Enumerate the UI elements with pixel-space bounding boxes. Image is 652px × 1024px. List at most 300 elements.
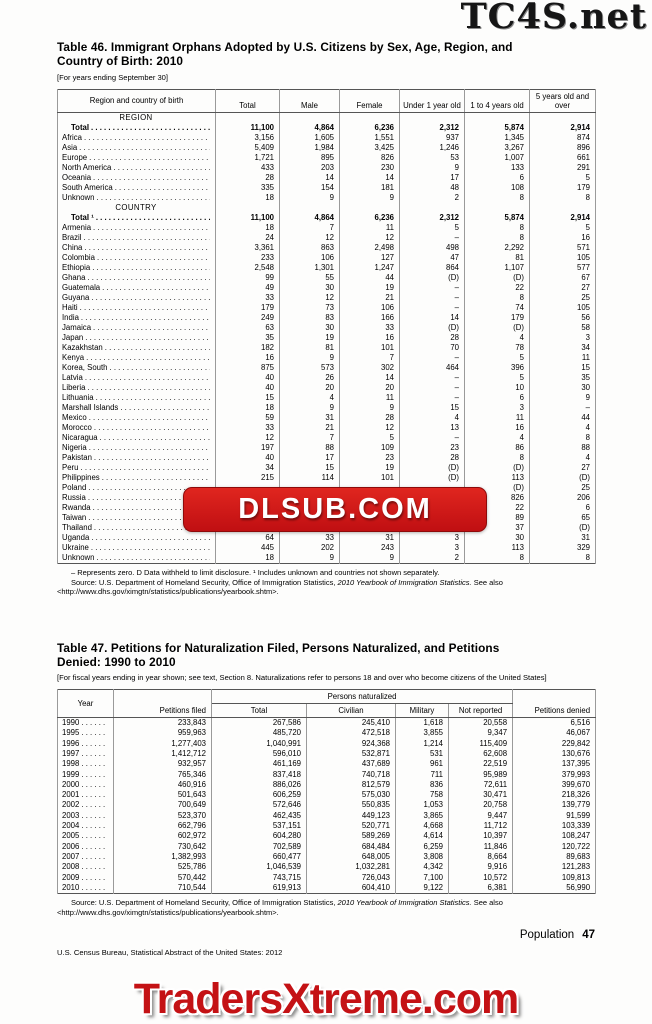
cell-value: 4	[465, 433, 530, 443]
cell-value: 55	[280, 273, 340, 283]
cell-value: 5	[530, 173, 596, 183]
row-year: 2005 . . .	[58, 831, 114, 841]
cell-value: 8	[465, 453, 530, 463]
cell-value: 83	[280, 313, 340, 323]
cell-value: 602,972	[114, 831, 212, 841]
cell-value: 8,664	[449, 852, 513, 862]
row-year: 1990 . . .	[58, 718, 114, 729]
cell-value: 114	[280, 473, 340, 483]
row-year: 2001 . . .	[58, 790, 114, 800]
dot-leader	[91, 533, 210, 543]
cell-value: 88	[530, 443, 596, 453]
cell-value: 81	[280, 343, 340, 353]
dot-leader	[81, 811, 108, 821]
cell-value: 4,614	[396, 831, 449, 841]
dot-leader	[113, 163, 210, 173]
row-label: Taiwan . . .	[58, 513, 216, 523]
cell-value: 58	[530, 323, 596, 333]
dot-leader	[96, 213, 210, 223]
cell-value: 291	[530, 163, 596, 173]
row-label: Asia . . .	[58, 143, 216, 153]
cell-value: 27	[530, 463, 596, 473]
dot-leader	[91, 543, 210, 553]
tc4s-watermark: TC4S.net	[460, 0, 647, 37]
dot-leader	[84, 243, 210, 253]
cell-value: 101	[340, 473, 400, 483]
cell-value: 14	[340, 173, 400, 183]
cell-value: 9	[530, 393, 596, 403]
cell-value: 525,786	[114, 862, 212, 872]
table-row	[58, 403, 596, 413]
row-label: India . . .	[58, 313, 216, 323]
cell-value: 743,715	[212, 873, 307, 883]
cell-value: 11	[465, 413, 530, 423]
dot-leader	[102, 283, 210, 293]
cell-value: 64	[216, 533, 280, 543]
table-row	[58, 353, 596, 363]
table-row	[58, 303, 596, 313]
cell-value: 604,410	[307, 883, 396, 894]
table-row	[58, 453, 596, 463]
cell-value: 5	[465, 353, 530, 363]
cell-value: 56	[530, 313, 596, 323]
cell-value: 109	[340, 443, 400, 453]
dot-leader	[96, 393, 210, 403]
cell-value: 445	[216, 543, 280, 553]
cell-value: 4,668	[396, 821, 449, 831]
cell-value: 27	[530, 283, 596, 293]
cell-value: 4	[530, 423, 596, 433]
cell-value: (D)	[465, 463, 530, 473]
row-label: North America . . .	[58, 163, 216, 173]
cell-value: –	[400, 353, 465, 363]
cell-value: 20,558	[449, 718, 513, 729]
cell-value: 197	[216, 443, 280, 453]
row-label: Guyana . . .	[58, 293, 216, 303]
cell-value: 89	[465, 513, 530, 523]
cell-value: 826	[340, 153, 400, 163]
row-label: South America . . .	[58, 183, 216, 193]
dot-leader	[81, 862, 108, 872]
cell-value: 40	[216, 453, 280, 463]
cell-value: 109,813	[513, 873, 596, 883]
table-row	[58, 123, 596, 133]
table-row	[58, 263, 596, 273]
cell-value: –	[400, 373, 465, 383]
cell-value: 16	[340, 333, 400, 343]
table-row	[58, 293, 596, 303]
dot-leader	[102, 473, 210, 483]
cell-value: 33	[216, 423, 280, 433]
table47-header-row-1	[58, 689, 596, 703]
table46-stub-header: Region and country of birth	[58, 89, 216, 112]
row-year: 2009 . . .	[58, 873, 114, 883]
cell-value: 28	[216, 173, 280, 183]
cell-value: 836	[396, 780, 449, 790]
cell-value: (D)	[465, 483, 530, 493]
row-label: Mexico . . .	[58, 413, 216, 423]
cell-value: 179	[530, 183, 596, 193]
cell-value: 33	[280, 533, 340, 543]
cell-value: –	[400, 233, 465, 243]
table-row	[58, 433, 596, 443]
dot-leader	[94, 453, 210, 463]
cell-value: 18	[216, 223, 280, 233]
cell-value: 16	[465, 423, 530, 433]
cell-value: 523,370	[114, 811, 212, 821]
tradersxtreme-watermark: TradersXtreme.com	[133, 975, 519, 1023]
cell-value: 108,247	[513, 831, 596, 841]
table-row	[58, 243, 596, 253]
cell-value: 22,519	[449, 759, 513, 769]
row-label: Guatemala . . .	[58, 283, 216, 293]
table-row	[58, 443, 596, 453]
cell-value: 101	[340, 343, 400, 353]
cell-value: 11	[340, 393, 400, 403]
cell-value: 932,957	[114, 759, 212, 769]
table-row	[58, 842, 596, 852]
table47-source: Source: U.S. Department of Homeland Security, Office of Immigration Statistics, 2010 Yearbook of Immigration Statistics. See also <http://www.dhs.gov/ximgtn/statistics/publications/yearbook.shtm>.	[57, 898, 503, 917]
cell-value: 462,435	[212, 811, 307, 821]
cell-value: 573	[280, 363, 340, 373]
dot-leader	[87, 273, 210, 283]
cell-value: 95,989	[449, 770, 513, 780]
table-row	[58, 739, 596, 749]
table47-col-military: Military	[396, 703, 449, 717]
cell-value: 11,100	[216, 213, 280, 223]
cell-value: 28	[400, 333, 465, 343]
cell-value: 1,040,991	[212, 739, 307, 749]
cell-value: 28	[400, 453, 465, 463]
dot-leader	[93, 323, 210, 333]
cell-value: 12	[340, 423, 400, 433]
cell-value: 46,067	[513, 728, 596, 738]
cell-value: 31	[530, 533, 596, 543]
cell-value: 105	[530, 253, 596, 263]
row-year: 1998 . . .	[58, 759, 114, 769]
cell-value: 1,412,712	[114, 749, 212, 759]
table46-title: Table 46. Immigrant Orphans Adopted by U.S. Citizens by Sex, Age, Region, and Country of Birth: 2010	[57, 40, 513, 68]
cell-value: 577	[530, 263, 596, 273]
cell-value: 464	[400, 363, 465, 373]
table-row	[58, 463, 596, 473]
cell-value: (D)	[465, 273, 530, 283]
cell-value: 70	[400, 343, 465, 353]
table-row	[58, 363, 596, 373]
dot-leader	[80, 303, 210, 313]
row-label: Ghana . . .	[58, 273, 216, 283]
cell-value: 1,721	[216, 153, 280, 163]
table47-title: Table 47. Petitions for Naturalization Filed, Persons Naturalized, and Petitions Denied: 1990 to 2010	[57, 641, 500, 670]
cell-value: 571	[530, 243, 596, 253]
table46-col-female: Female	[340, 89, 400, 112]
cell-value: 19	[340, 463, 400, 473]
cell-value: 9	[280, 193, 340, 203]
cell-value: 2,914	[530, 213, 596, 223]
cell-value: 15	[530, 363, 596, 373]
dot-leader	[80, 463, 210, 473]
dot-leader	[81, 831, 108, 841]
row-year: 2008 . . .	[58, 862, 114, 872]
cell-value: 6,236	[340, 123, 400, 133]
table-row	[58, 323, 596, 333]
cell-value: 72,611	[449, 780, 513, 790]
cell-value: 7	[280, 433, 340, 443]
table46-footnote: – Represents zero. D Data withheld to limit disclosure. ¹ Includes unknown and countries not shown separately.	[71, 568, 440, 577]
cell-value: 218,326	[513, 790, 596, 800]
cell-value: 35	[216, 333, 280, 343]
cell-value: 5	[340, 433, 400, 443]
row-label: Jamaica . . .	[58, 323, 216, 333]
row-label: Brazil . . .	[58, 233, 216, 243]
cell-value: 302	[340, 363, 400, 373]
cell-value: 5	[400, 223, 465, 233]
table-row	[58, 873, 596, 883]
cell-value: 702,589	[212, 842, 307, 852]
dot-leader	[91, 123, 210, 133]
table46-col-total: Total	[216, 89, 280, 112]
dot-leader	[81, 883, 108, 893]
table46-source: Source: U.S. Department of Homeland Security, Office of Immigration Statistics, 2010 Yearbook of Immigration Statistics. See also <http://www.dhs.gov/ximgtn/statistics/publications/yearbook.shtm>.	[57, 577, 503, 597]
dot-leader	[92, 263, 210, 273]
cell-value: 437,689	[307, 759, 396, 769]
cell-value: –	[400, 383, 465, 393]
row-label: Unknown . . .	[58, 553, 216, 564]
cell-value: 5	[530, 223, 596, 233]
table-row	[58, 253, 596, 263]
cell-value: 179	[465, 313, 530, 323]
cell-value: 25	[530, 293, 596, 303]
table-row	[58, 333, 596, 343]
table-row	[58, 283, 596, 293]
cell-value: 14	[340, 373, 400, 383]
cell-value: 396	[465, 363, 530, 373]
cell-value: 6,259	[396, 842, 449, 852]
cell-value: 37	[465, 523, 530, 533]
table-row	[58, 413, 596, 423]
cell-value: 335	[216, 183, 280, 193]
cell-value: 3	[400, 533, 465, 543]
cell-value: 18	[216, 553, 280, 564]
cell-value: 589,269	[307, 831, 396, 841]
cell-value: 740,718	[307, 770, 396, 780]
cell-value: 203	[280, 163, 340, 173]
row-label: Haiti . . .	[58, 303, 216, 313]
cell-value: 15	[280, 463, 340, 473]
cell-value: 3	[400, 543, 465, 553]
table47-col-total: Total	[212, 703, 307, 717]
cell-value: 53	[400, 153, 465, 163]
table47-bracket-note: [For fiscal years ending in year shown; see text, Section 8. Naturalizations refer to persons 18 and over who become citizens of the United States]	[57, 673, 547, 683]
cell-value: 648,005	[307, 852, 396, 862]
table-row	[58, 553, 596, 564]
cell-value: 4	[530, 453, 596, 463]
table-row	[58, 533, 596, 543]
table-row	[58, 800, 596, 810]
cell-value: 12	[216, 433, 280, 443]
table-row	[58, 759, 596, 769]
cell-value: 485,720	[212, 728, 307, 738]
cell-value: 11,100	[216, 123, 280, 133]
table-row	[58, 213, 596, 223]
cell-value: 886,026	[212, 780, 307, 790]
cell-value: 684,484	[307, 842, 396, 852]
cell-value: 105	[530, 303, 596, 313]
cell-value: 1,301	[280, 263, 340, 273]
table-row	[58, 821, 596, 831]
cell-value: 2	[400, 193, 465, 203]
dot-leader	[84, 133, 210, 143]
cell-value: 863	[280, 243, 340, 253]
cell-value: 379,993	[513, 770, 596, 780]
cell-value: 575,030	[307, 790, 396, 800]
row-year: 1995 . . .	[58, 728, 114, 738]
cell-value: 40	[216, 373, 280, 383]
cell-value: 875	[216, 363, 280, 373]
cell-value: 3,425	[340, 143, 400, 153]
cell-value: 711	[396, 770, 449, 780]
cell-value: 3,865	[396, 811, 449, 821]
table46-header-row	[58, 89, 596, 112]
cell-value: 765,346	[114, 770, 212, 780]
cell-value: 113	[465, 543, 530, 553]
row-label: China . . .	[58, 243, 216, 253]
row-label: Poland . . .	[58, 483, 216, 493]
cell-value: 730,642	[114, 842, 212, 852]
cell-value: 399,670	[513, 780, 596, 790]
dot-leader	[85, 333, 210, 343]
cell-value: 2,914	[530, 123, 596, 133]
cell-value: 2,312	[400, 123, 465, 133]
cell-value: 472,518	[307, 728, 396, 738]
cell-value: 86	[465, 443, 530, 453]
cell-value: 661	[530, 153, 596, 163]
dot-leader	[81, 800, 108, 810]
cell-value: 433	[216, 163, 280, 173]
table-row	[58, 143, 596, 153]
cell-value: 460,916	[114, 780, 212, 790]
cell-value: 154	[280, 183, 340, 193]
cell-value: 662,796	[114, 821, 212, 831]
cell-value: 22	[465, 283, 530, 293]
cell-value: 10,572	[449, 873, 513, 883]
dot-leader	[94, 423, 210, 433]
cell-value: 8	[465, 193, 530, 203]
cell-value: 115,409	[449, 739, 513, 749]
cell-value: 11,712	[449, 821, 513, 831]
section-header: REGION	[58, 113, 216, 124]
cell-value: 18	[216, 403, 280, 413]
cell-value: 4,342	[396, 862, 449, 872]
cell-value: 12	[280, 293, 340, 303]
cell-value: 14	[280, 173, 340, 183]
cell-value: –	[400, 283, 465, 293]
cell-value: 120,722	[513, 842, 596, 852]
table-row	[58, 273, 596, 283]
row-label: Latvia . . .	[58, 373, 216, 383]
cell-value: 1,345	[465, 133, 530, 143]
cell-value: 9	[340, 403, 400, 413]
cell-value: 11	[340, 223, 400, 233]
cell-value: 1,605	[280, 133, 340, 143]
row-label: Liberia . . .	[58, 383, 216, 393]
cell-value: 229,842	[513, 739, 596, 749]
dot-leader	[93, 173, 210, 183]
cell-value: 34	[530, 343, 596, 353]
row-label: Africa . . .	[58, 133, 216, 143]
cell-value: 233,843	[114, 718, 212, 729]
cell-value: 1,107	[465, 263, 530, 273]
cell-value: 1,246	[400, 143, 465, 153]
row-label: Lithuania . . .	[58, 393, 216, 403]
cell-value: 9	[340, 193, 400, 203]
cell-value: (D)	[400, 323, 465, 333]
cell-value: 3,156	[216, 133, 280, 143]
cell-value: 59	[216, 413, 280, 423]
row-year: 2004 . . .	[58, 821, 114, 831]
cell-value: 959,963	[114, 728, 212, 738]
cell-value: 81	[465, 253, 530, 263]
table-row	[58, 393, 596, 403]
cell-value: 121,283	[513, 862, 596, 872]
dot-leader	[115, 183, 210, 193]
cell-value: 35	[530, 373, 596, 383]
cell-value: (D)	[400, 463, 465, 473]
cell-value: 202	[280, 543, 340, 553]
dot-leader	[89, 153, 210, 163]
table-row	[58, 718, 596, 729]
cell-value: 12	[280, 233, 340, 243]
cell-value: 44	[340, 273, 400, 283]
row-year: 2007 . . .	[58, 852, 114, 862]
row-label: Russia . . .	[58, 493, 216, 503]
row-label: Kazakhstan . . .	[58, 343, 216, 353]
cell-value: 9	[280, 553, 340, 564]
cell-value: 20	[340, 383, 400, 393]
cell-value: 34	[216, 463, 280, 473]
cell-value: 9	[280, 353, 340, 363]
census-bureau-line: U.S. Census Bureau, Statistical Abstract of the United States: 2012	[57, 947, 283, 957]
cell-value: 67	[530, 273, 596, 283]
footer-page-number: 47	[582, 928, 595, 941]
cell-value: 700,649	[114, 800, 212, 810]
row-label: Uganda . . .	[58, 533, 216, 543]
cell-value: 1,032,281	[307, 862, 396, 872]
table47-col-petitions-filed: Petitions filed	[114, 689, 212, 717]
cell-value: 1,046,539	[212, 862, 307, 872]
table-row	[58, 313, 596, 323]
cell-value: –	[400, 303, 465, 313]
cell-value: 572,646	[212, 800, 307, 810]
cell-value: 606,259	[212, 790, 307, 800]
cell-value: 3	[465, 403, 530, 413]
cell-value: 461,169	[212, 759, 307, 769]
row-label: Thailand . . .	[58, 523, 216, 533]
table-row	[58, 133, 596, 143]
cell-value: 181	[340, 183, 400, 193]
cell-value: 62,608	[449, 749, 513, 759]
cell-value: 924,368	[307, 739, 396, 749]
cell-value: 501,643	[114, 790, 212, 800]
cell-value: (D)	[530, 523, 596, 533]
row-label: Unknown . . .	[58, 193, 216, 203]
table-row	[58, 831, 596, 841]
cell-value: 6	[530, 503, 596, 513]
cell-value: 596,010	[212, 749, 307, 759]
cell-value: 9,916	[449, 862, 513, 872]
row-label: Japan . . .	[58, 333, 216, 343]
cell-value: 15	[216, 393, 280, 403]
